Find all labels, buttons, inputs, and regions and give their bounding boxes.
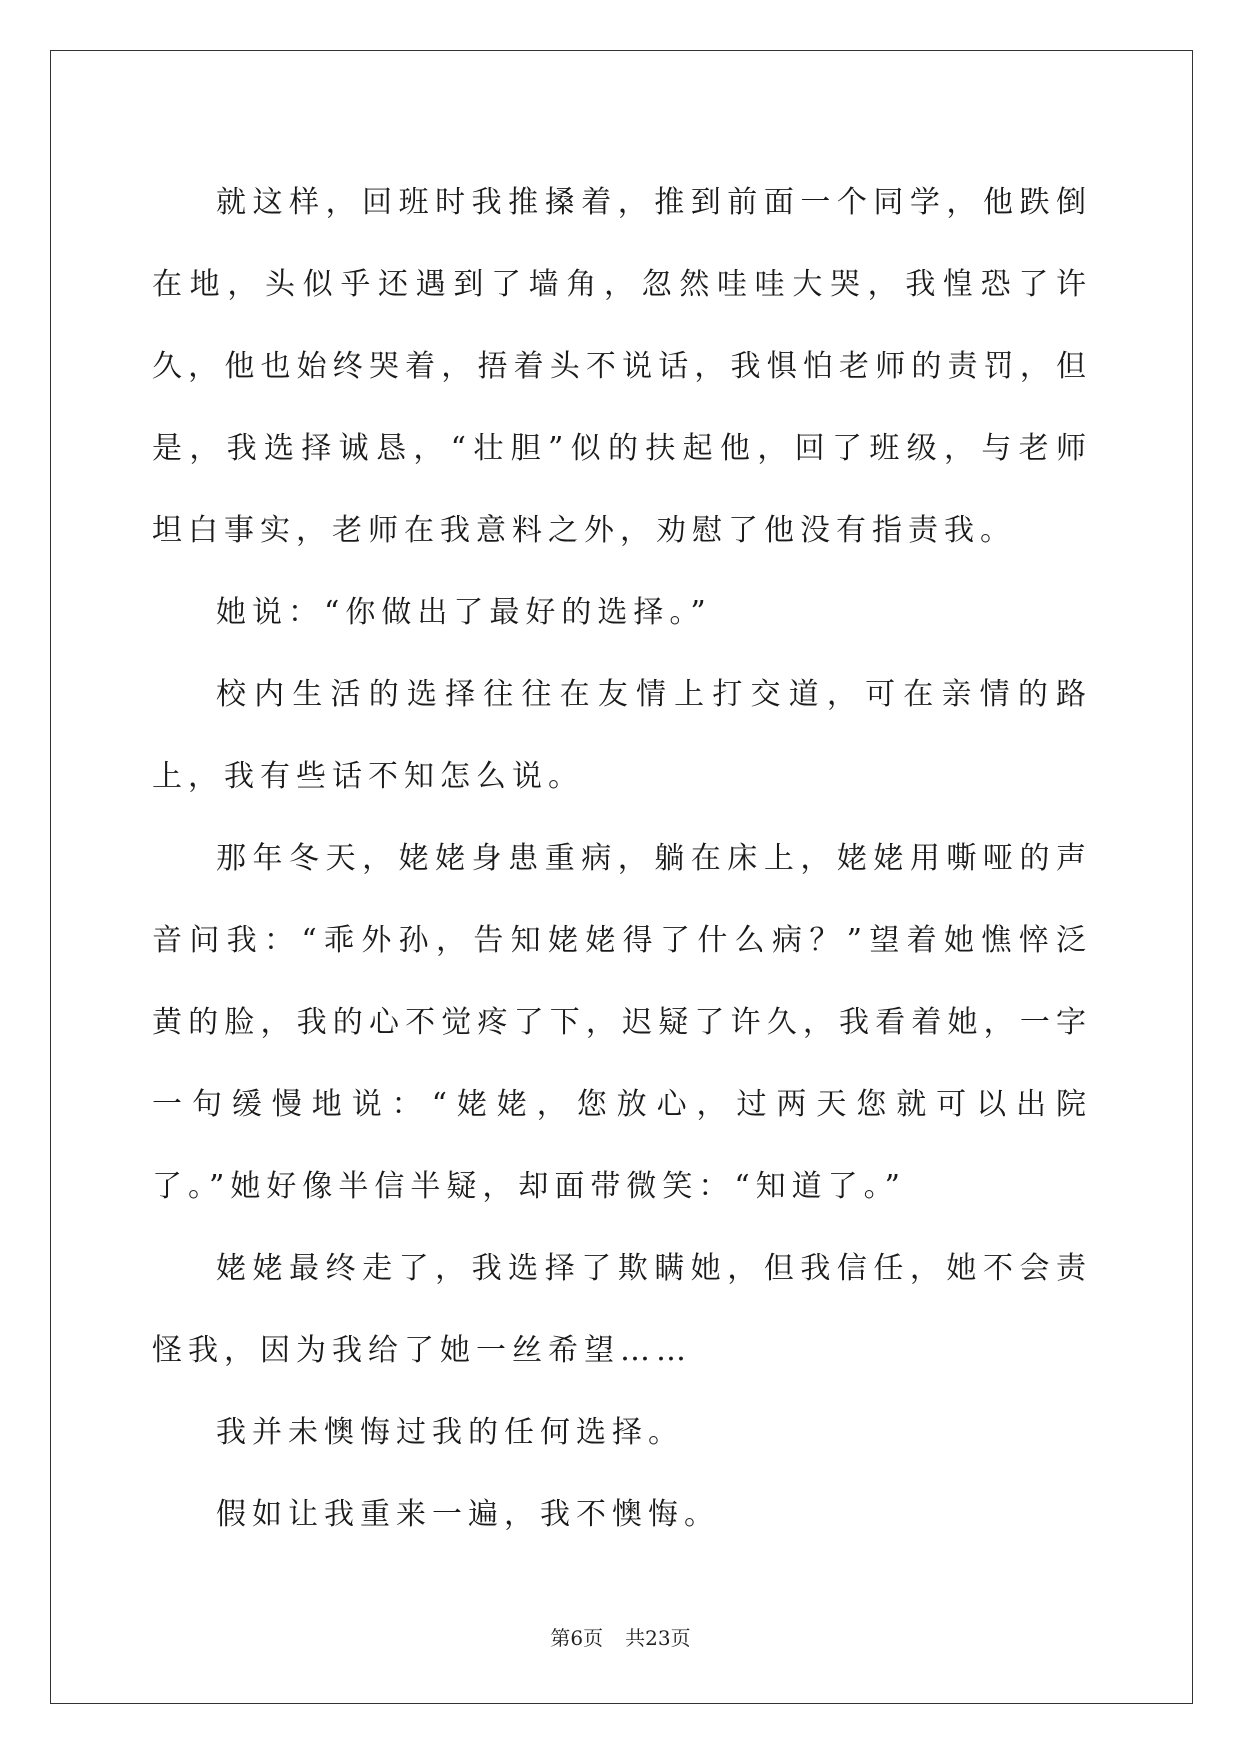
paragraph-3: 校内生活的选择往往在友情上打交道，可在亲情的路上，我有些话不知怎么说。 bbox=[152, 677, 1092, 794]
page-total: 共23页 bbox=[625, 1626, 691, 1650]
paragraph-7: 假如让我重来一遍，我不懊悔。 bbox=[216, 1497, 720, 1532]
page-footer bbox=[0, 1622, 1241, 1651]
paragraph-4: 那年冬天，姥姥身患重病，躺在床上，姥姥用嘶哑的声音问我：“乖外孙，告知姥姥得了什么病？”望着她憔悴泛黄的脸，我的心不觉疼了下，迟疑了许久，我看着她，一字一句缓慢地说：“姥姥，您放心，过两天您就可以出院了。”她好像半信半疑，却面带微笑：“知道了。” bbox=[152, 841, 1092, 1204]
paragraph-5: 姥姥最终走了，我选择了欺瞒她，但我信任，她不会责怪我，因为我给了她一丝希望…… bbox=[152, 1251, 1092, 1368]
paragraph-6: 我并未懊悔过我的任何选择。 bbox=[216, 1415, 684, 1450]
paragraph-1: 就这样，回班时我推搡着，推到前面一个同学，他跌倒在地，头似乎还遇到了墙角，忽然哇哇大哭，我惶恐了许久，他也始终哭着，捂着头不说话，我惧怕老师的责罚，但是，我选择诚恳，“壮胆”似的扶起他，回了班级，与老师坦白事实，老师在我意料之外，劝慰了他没有指责我。 bbox=[152, 185, 1092, 548]
document-body bbox=[152, 162, 1092, 1556]
paragraph-2: 她说：“你做出了最好的选择。” bbox=[216, 595, 712, 630]
page-number: 第6页 bbox=[550, 1626, 604, 1650]
